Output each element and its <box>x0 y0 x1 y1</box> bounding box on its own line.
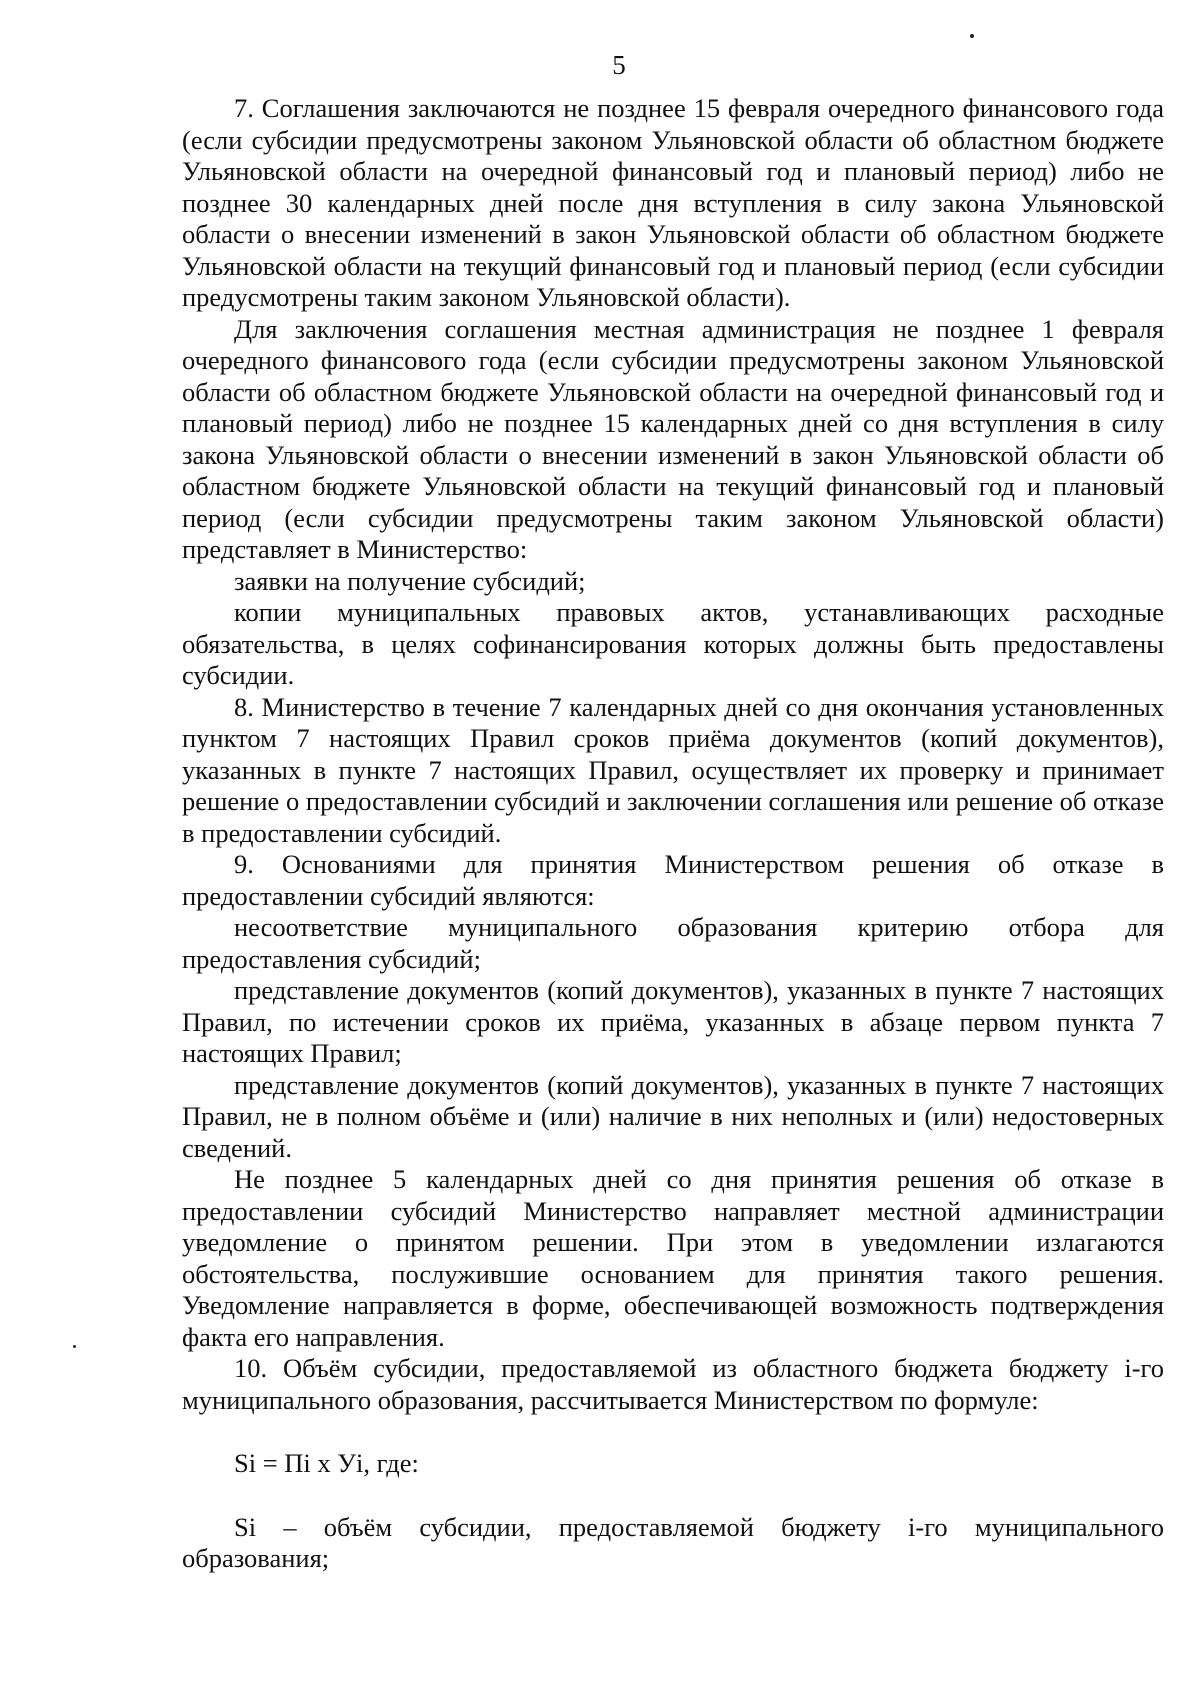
paragraph-10: 10. Объём субсидии, предоставляемой из областного бюджета бюджету i-го муниципального образования, рассчитывается Министерством по формуле: <box>182 1353 1164 1415</box>
list-item-incomplete-submission: представление документов (копий документов), указанных в пункте 7 настоящих Правил, не в полном объёме и (или) наличие в них неполных и (или) недостоверных сведений. <box>182 1069 1164 1163</box>
paragraph-8: 8. Министерство в течение 7 календарных дней со дня окончания установленных пунктом 7 настоящих Правил сроков приёма документов (копий документов), указанных в пункте 7 настоящих Правил, осуществляет их проверку и принимает решение о предоставлении субсидий и заключении соглашения или решение об отказе в предоставлении субсидий. <box>182 691 1164 848</box>
paragraph-refusal-notice: Не позднее 5 календарных дней со дня принятия решения об отказе в предоставлении субсидий Министерство направляет местной администрации уведомление о принятом решении. При этом в уведомлении излагаются обстоятельства, послужившие основанием для принятия такого решения. Уведомление направляется в форме, обеспечивающей возможность подтверждения факта его направления. <box>182 1164 1164 1352</box>
subsidy-formula: Si = Пi х Уi, где: <box>234 1448 419 1478</box>
page-number: 5 <box>612 50 626 80</box>
scan-speck <box>970 34 974 38</box>
definition-si: Si – объём субсидии, предоставляемой бюджету i-го муниципального образования; <box>182 1511 1164 1573</box>
document-body <box>182 93 1164 1575</box>
list-item-applications: заявки на получение субсидий; <box>234 565 586 596</box>
list-item-criteria-mismatch: несоответствие муниципального образования критерию отбора для предоставления субсидий; <box>182 912 1164 974</box>
list-item-late-submission: представление документов (копий документов), указанных в пункте 7 настоящих Правил, по истечении сроков их приёма, указанных в абзаце первом пункта 7 настоящих Правил; <box>182 975 1164 1068</box>
paragraph-7: 7. Соглашения заключаются не позднее 15 февраля очередного финансового года (если субсидии предусмотрены законом Ульяновской области об областном бюджете Ульяновской области на очередной финансовый год и плановый период) либо не позднее 30 календарных дней после дня вступления в силу закона Ульяновской области о внесении изменений в закон Ульяновской области об областном бюджете Ульяновской области на текущий финансовый год и плановый период (если субсидии предусмотрены таким законом Ульяновской области). <box>182 93 1164 312</box>
list-item-legal-acts: копии муниципальных правовых актов, устанавливающих расходные обязательства, в целях софинансирования которых должны быть предоставлены субсидии. <box>182 597 1164 690</box>
paragraph-agreement-conditions: Для заключения соглашения местная администрация не позднее 1 февраля очередного финансового года (если субсидии предусмотрены законом Ульяновской области об областном бюджете Ульяновской области на очередной финансовый год и плановый период) либо не позднее 15 календарных дней со дня вступления в силу закона Ульяновской области о внесении изменений в закон Ульяновской области об областном бюджете Ульяновской области на текущий финансовый год и плановый период (если субсидии предусмотрены таким законом Ульяновской области) представляет в Министерство: <box>182 313 1164 564</box>
paragraph-9: 9. Основаниями для принятия Министерством решения об отказе в предоставлении субсидий являются: <box>182 849 1164 911</box>
scan-speck <box>73 1345 76 1348</box>
